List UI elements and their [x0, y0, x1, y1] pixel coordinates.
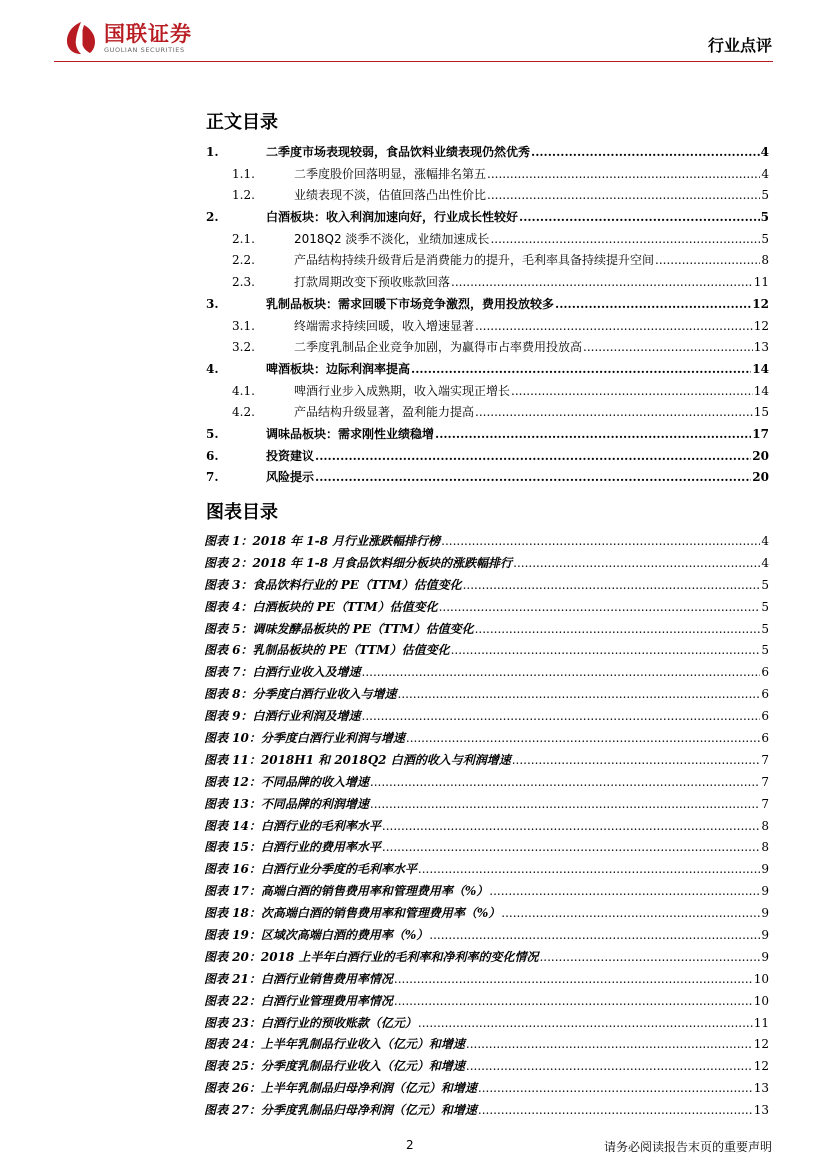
entry-page: 12: [753, 1037, 769, 1052]
dot-leader: [394, 972, 753, 986]
entry-page: 12: [753, 318, 769, 333]
entry-page: 8: [761, 253, 769, 268]
dot-leader: [362, 709, 761, 723]
dot-leader: [513, 556, 760, 570]
dot-leader: [501, 906, 760, 920]
entry-label: 图表 12：不同品牌的收入增速: [204, 774, 369, 789]
dot-leader: [394, 994, 753, 1008]
dot-leader: [441, 534, 760, 548]
entry-label: 图表 24：上半年乳制品行业收入（亿元）和增速: [204, 1037, 465, 1052]
entry-label: 二季度股价回落明显，涨幅排名第五: [294, 166, 487, 181]
entry-page: 8: [761, 818, 769, 833]
entry-label: 图表 18：次高端白酒的销售费用率和管理费用率（%）: [204, 906, 501, 921]
entry-label: 图表 9：白酒行业利润及增速: [204, 709, 361, 724]
entry-number: 4.: [206, 361, 219, 376]
toc-entry[interactable]: [204, 295, 769, 317]
entry-label: 二季度乳制品企业竞争加剧，为赢得市占率费用投放高: [294, 340, 583, 355]
dot-leader: [490, 232, 760, 246]
entry-page: 11: [753, 275, 769, 290]
dot-leader: [655, 253, 760, 267]
entry-page: 5: [761, 577, 769, 592]
entry-number: 4.2.: [232, 405, 255, 420]
figure-entry[interactable]: [204, 685, 769, 707]
entry-page: 12: [752, 296, 769, 311]
figure-entry[interactable]: [204, 1057, 769, 1079]
entry-page: 14: [753, 383, 769, 398]
dot-leader: [519, 210, 760, 224]
dot-leader: [555, 297, 751, 311]
entry-number: 2.1.: [232, 231, 255, 246]
entry-page: 4: [761, 534, 769, 548]
toc-entry[interactable]: [204, 165, 769, 187]
page-number: 2: [406, 1138, 414, 1152]
entry-label: 图表 20：2018 上半年白酒行业的毛利率和净利率的变化情况: [204, 949, 539, 964]
toc-entry[interactable]: [204, 338, 769, 360]
entry-label: 投资建议: [266, 448, 315, 463]
entry-page: 7: [761, 774, 769, 789]
dot-leader: [315, 449, 751, 463]
guolian-logo-icon: [64, 20, 98, 56]
entry-page: 8: [761, 840, 769, 855]
entry-page: 10: [753, 971, 769, 986]
dot-leader: [466, 1037, 753, 1051]
toc-entry[interactable]: [204, 317, 769, 339]
entry-page: 5: [761, 643, 769, 658]
toc-title: 正文目录: [206, 112, 278, 133]
entry-label: 图表 26：上半年乳制品归母净利润（亿元）和增速: [204, 1081, 477, 1096]
figures-title: 图表目录: [206, 502, 278, 523]
dot-leader: [451, 643, 761, 657]
entry-page: 7: [761, 796, 769, 811]
entry-page: 4: [760, 145, 769, 159]
entry-label: 图表 8：分季度白酒行业收入与增速: [204, 687, 397, 702]
entry-page: 5: [760, 210, 769, 225]
figure-entry[interactable]: [204, 992, 769, 1014]
entry-number: 3.2.: [232, 340, 255, 355]
entry-page: 14: [752, 361, 769, 376]
entry-label: 乳制品板块：需求回暖下市场竞争激烈，费用投放较多: [266, 296, 555, 311]
toc-entry[interactable]: [204, 186, 769, 208]
dot-leader: [463, 578, 761, 592]
entry-number: 2.2.: [232, 253, 255, 268]
entry-page: 15: [753, 405, 769, 420]
figure-entry[interactable]: [204, 1014, 769, 1036]
table-of-contents: [204, 143, 769, 490]
document-type: 行业点评: [707, 36, 772, 55]
entry-page: 6: [761, 731, 769, 746]
entry-label: 图表 6：乳制品板块的 PE（TTM）估值变化: [204, 643, 450, 658]
dot-leader: [435, 427, 751, 441]
entry-label: 二季度市场表现较弱，食品饮料业绩表现仍然优秀: [266, 145, 531, 159]
dot-leader: [429, 928, 760, 942]
figure-entry[interactable]: [204, 1079, 769, 1101]
entry-page: 4: [761, 166, 769, 181]
dot-leader: [418, 1016, 753, 1030]
entry-page: 13: [753, 1081, 769, 1096]
entry-page: 12: [753, 1059, 769, 1074]
entry-page: 9: [761, 862, 769, 877]
entry-label: 图表 1：2018 年 1-8 月行业涨跌幅排行榜: [204, 534, 441, 548]
footer-disclaimer: 请务必阅读报告末页的重要声明: [603, 1140, 772, 1154]
entry-label: 调味品板块：需求刚性业绩稳增: [266, 426, 435, 441]
entry-page: 5: [761, 599, 769, 614]
entry-label: 图表 7：白酒行业收入及增速: [204, 665, 361, 680]
entry-page: 6: [761, 665, 769, 680]
entry-label: 图表 27：分季度乳制品归母净利润（亿元）和增速: [204, 1103, 477, 1118]
entry-number: 1.1.: [232, 166, 255, 181]
entry-page: 9: [761, 949, 769, 964]
entry-label: 图表 23：白酒行业的预收账款（亿元）: [204, 1015, 417, 1030]
dot-leader: [512, 753, 761, 767]
entry-label: 图表 3：食品饮料行业的 PE（TTM）估值变化: [204, 577, 462, 592]
figure-entry[interactable]: [204, 773, 769, 795]
entry-label: 图表 10：分季度白酒行业利润与增速: [204, 731, 405, 746]
entry-label: 图表 21：白酒行业销售费用率情况: [204, 971, 393, 986]
entry-number: 2.3.: [232, 275, 255, 290]
header-divider: [54, 61, 773, 62]
page-header: [0, 0, 827, 70]
entry-label: 啤酒行业步入成熟期，收入端实现正增长: [294, 383, 511, 398]
dot-leader: [398, 687, 761, 701]
figure-entry[interactable]: [204, 663, 769, 685]
toc-entry[interactable]: [204, 425, 769, 447]
dot-leader: [382, 819, 760, 833]
figure-entry[interactable]: [204, 598, 769, 620]
entry-page: 20: [752, 448, 769, 463]
brand-name-cn: 国联证券: [104, 21, 192, 46]
entry-page: 5: [761, 188, 769, 203]
dot-leader: [487, 167, 760, 181]
entry-label: 图表 15：白酒行业的费用率水平: [204, 840, 381, 855]
entry-page: 7: [761, 752, 769, 767]
figure-entry[interactable]: [204, 904, 769, 926]
figure-entry[interactable]: [204, 729, 769, 751]
figure-entry[interactable]: [204, 620, 769, 642]
entry-label: 啤酒板块：边际利润率提高: [266, 361, 411, 376]
entry-number: 7.: [206, 470, 219, 485]
entry-page: 9: [761, 928, 769, 943]
figure-entry[interactable]: [204, 641, 769, 663]
toc-entry[interactable]: [204, 447, 769, 469]
entry-label: 图表 5：调味发酵品板块的 PE（TTM）估值变化: [204, 621, 474, 636]
entry-page: 5: [761, 231, 769, 246]
figure-entry[interactable]: [204, 882, 769, 904]
entry-page: 13: [753, 1103, 769, 1118]
entry-page: 17: [752, 426, 769, 441]
toc-entry[interactable]: [204, 208, 769, 230]
figure-entry[interactable]: [204, 1101, 769, 1123]
entry-label: 打款周期改变下预收账款回落: [294, 275, 451, 290]
toc-entry[interactable]: [204, 230, 769, 252]
figure-entry[interactable]: [204, 795, 769, 817]
entry-page: 6: [761, 687, 769, 702]
entry-label: 产品结构升级显著，盈利能力提高: [294, 405, 475, 420]
entry-label: 图表 4：白酒板块的 PE（TTM）估值变化: [204, 599, 438, 614]
figure-entry[interactable]: [204, 948, 769, 970]
entry-label: 2018Q2 淡季不淡化，业绩加速成长: [294, 231, 490, 246]
toc-entry[interactable]: [204, 382, 769, 404]
entry-number: 1.: [206, 145, 219, 159]
dot-leader: [439, 600, 761, 614]
figure-entry[interactable]: [204, 860, 769, 882]
entry-number: 1.2.: [232, 188, 255, 203]
toc-entry[interactable]: [204, 360, 769, 382]
entry-number: 3.: [206, 296, 219, 311]
dot-leader: [315, 470, 751, 484]
figure-entry[interactable]: [204, 926, 769, 948]
dot-leader: [583, 340, 753, 354]
entry-label: 图表 22：白酒行业管理费用率情况: [204, 993, 393, 1008]
entry-page: 13: [753, 340, 769, 355]
toc-entry[interactable]: [204, 251, 769, 273]
figure-entry[interactable]: [204, 970, 769, 992]
entry-page: 20: [752, 470, 769, 485]
dot-leader: [406, 731, 760, 745]
toc-entry[interactable]: [204, 403, 769, 425]
dot-leader: [478, 1081, 753, 1095]
dot-leader: [370, 797, 760, 811]
dot-leader: [475, 405, 753, 419]
toc-entry[interactable]: [204, 273, 769, 295]
figure-entry[interactable]: [204, 1035, 769, 1057]
toc-entry[interactable]: [204, 143, 769, 165]
entry-label: 图表 2：2018 年 1-8 月食品饮料细分板块的涨跌幅排行: [204, 555, 513, 570]
brand-logo: [64, 20, 192, 56]
entry-page: 9: [761, 884, 769, 899]
dot-leader: [418, 862, 760, 876]
dot-leader: [475, 622, 761, 636]
entry-label: 图表 11：2018H1 和 2018Q2 白酒的收入与利润增速: [204, 752, 511, 767]
entry-page: 10: [753, 993, 769, 1008]
entry-label: 图表 17：高端白酒的销售费用率和管理费用率（%）: [204, 884, 489, 899]
entry-label: 图表 14：白酒行业的毛利率水平: [204, 818, 381, 833]
dot-leader: [362, 665, 761, 679]
entry-label: 图表 25：分季度乳制品行业收入（亿元）和增速: [204, 1059, 465, 1074]
figure-entry[interactable]: [204, 576, 769, 598]
entry-label: 图表 13：不同品牌的利润增速: [204, 796, 369, 811]
entry-label: 终端需求持续回暖，收入增速显著: [294, 318, 475, 333]
figure-list: [204, 532, 769, 1123]
dot-leader: [451, 275, 753, 289]
entry-label: 白酒板块：收入利润加速向好，行业成长性较好: [266, 210, 519, 225]
figure-entry[interactable]: [204, 838, 769, 860]
dot-leader: [511, 384, 753, 398]
brand-name-en: GUOLIAN SECURITIES: [104, 45, 185, 54]
dot-leader: [531, 145, 760, 159]
entry-number: 4.1.: [232, 383, 255, 398]
entry-number: 2.: [206, 210, 219, 225]
dot-leader: [475, 319, 753, 333]
figure-entry[interactable]: [204, 751, 769, 773]
entry-number: 6.: [206, 448, 219, 463]
entry-label: 产品结构持续升级背后是消费能力的提升，毛利率具备持续提升空间: [294, 253, 655, 268]
entry-page: 4: [761, 555, 769, 570]
entry-page: 9: [761, 906, 769, 921]
dot-leader: [478, 1103, 753, 1117]
toc-entry[interactable]: [204, 468, 769, 490]
dot-leader: [489, 884, 760, 898]
dot-leader: [466, 1059, 753, 1073]
entry-page: 6: [761, 709, 769, 724]
entry-page: 5: [761, 621, 769, 636]
dot-leader: [411, 362, 751, 376]
figure-entry[interactable]: [204, 707, 769, 729]
entry-number: 5.: [206, 426, 219, 441]
entry-page: 11: [753, 1015, 769, 1030]
dot-leader: [382, 840, 760, 854]
dot-leader: [539, 950, 760, 964]
dot-leader: [487, 188, 760, 202]
figure-entry[interactable]: [204, 817, 769, 839]
dot-leader: [370, 775, 760, 789]
figure-entry[interactable]: [204, 532, 769, 554]
entry-label: 图表 19：区域次高端白酒的费用率（%）: [204, 928, 429, 943]
entry-label: 业绩表现不淡，估值回落凸出性价比: [294, 188, 487, 203]
entry-label: 风险提示: [266, 470, 315, 485]
entry-label: 图表 16：白酒行业分季度的毛利率水平: [204, 862, 417, 877]
figure-entry[interactable]: [204, 554, 769, 576]
entry-number: 3.1.: [232, 318, 255, 333]
